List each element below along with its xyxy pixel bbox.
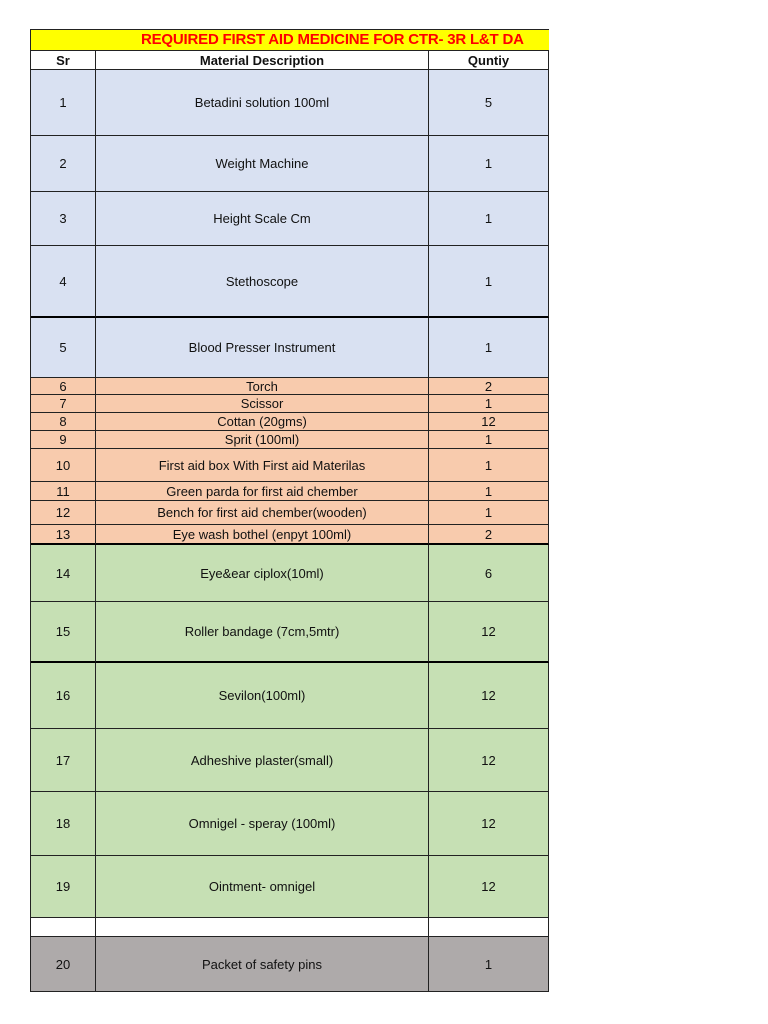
row-quantity: 1: [429, 246, 549, 318]
row-quantity: 12: [429, 856, 549, 918]
row-quantity: 2: [429, 525, 549, 545]
row-description: Ointment- omnigel: [96, 856, 429, 918]
empty-cell: [31, 918, 96, 937]
row-description: Sprit (100ml): [96, 431, 429, 449]
row-quantity: 2: [429, 378, 549, 395]
row-sr: 4: [31, 246, 96, 318]
header-description: Material Description: [96, 51, 429, 70]
sheet-title: REQUIRED FIRST AID MEDICINE FOR CTR- 3R L&T DA: [141, 31, 524, 48]
row-quantity: 5: [429, 70, 549, 136]
row-quantity: 1: [429, 192, 549, 246]
spreadsheet: [30, 29, 549, 992]
row-sr: 1: [31, 70, 96, 136]
row-quantity: 1: [429, 449, 549, 482]
row-description: Bench for first aid chember(wooden): [96, 501, 429, 525]
row-description: Weight Machine: [96, 136, 429, 192]
empty-cell: [96, 918, 429, 937]
row-description: Packet of safety pins: [96, 937, 429, 992]
row-quantity: 1: [429, 937, 549, 992]
row-quantity: 1: [429, 482, 549, 501]
row-description: Torch: [96, 378, 429, 395]
row-description: Sevilon(100ml): [96, 663, 429, 729]
row-sr: 2: [31, 136, 96, 192]
row-quantity: 12: [429, 602, 549, 663]
row-quantity: 12: [429, 729, 549, 792]
row-sr: 15: [31, 602, 96, 663]
header-quantity: Quntiy: [429, 51, 549, 70]
row-sr: 13: [31, 525, 96, 545]
row-description: Stethoscope: [96, 246, 429, 318]
row-sr: 12: [31, 501, 96, 525]
title-row: [31, 30, 549, 51]
row-quantity: 12: [429, 413, 549, 431]
row-sr: 10: [31, 449, 96, 482]
row-description: Betadini solution 100ml: [96, 70, 429, 136]
row-sr: 7: [31, 395, 96, 413]
row-quantity: 12: [429, 663, 549, 729]
row-sr: 3: [31, 192, 96, 246]
row-sr: 6: [31, 378, 96, 395]
row-description: Scissor: [96, 395, 429, 413]
row-sr: 16: [31, 663, 96, 729]
row-sr: 19: [31, 856, 96, 918]
row-quantity: 1: [429, 501, 549, 525]
row-sr: 17: [31, 729, 96, 792]
row-sr: 8: [31, 413, 96, 431]
row-quantity: 1: [429, 431, 549, 449]
row-quantity: 1: [429, 136, 549, 192]
row-description: Adheshive plaster(small): [96, 729, 429, 792]
row-quantity: 6: [429, 545, 549, 602]
row-quantity: 1: [429, 395, 549, 413]
row-description: Height Scale Cm: [96, 192, 429, 246]
row-description: Eye wash bothel (enpyt 100ml): [96, 525, 429, 545]
empty-cell: [429, 918, 549, 937]
row-sr: 9: [31, 431, 96, 449]
row-description: Roller bandage (7cm,5mtr): [96, 602, 429, 663]
row-sr: 18: [31, 792, 96, 856]
header-sr: Sr: [31, 51, 96, 70]
row-quantity: 1: [429, 318, 549, 378]
row-description: First aid box With First aid Materilas: [96, 449, 429, 482]
row-sr: 20: [31, 937, 96, 992]
row-quantity: 12: [429, 792, 549, 856]
row-description: Eye&ear ciplox(10ml): [96, 545, 429, 602]
row-sr: 5: [31, 318, 96, 378]
row-description: Cottan (20gms): [96, 413, 429, 431]
row-description: Blood Presser Instrument: [96, 318, 429, 378]
row-description: Omnigel - speray (100ml): [96, 792, 429, 856]
row-sr: 11: [31, 482, 96, 501]
row-sr: 14: [31, 545, 96, 602]
header-row: [31, 51, 549, 70]
row-description: Green parda for first aid chember: [96, 482, 429, 501]
